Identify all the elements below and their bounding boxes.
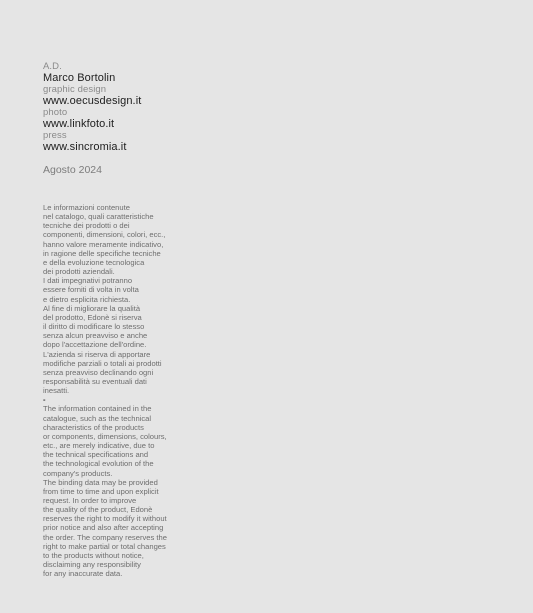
disclaimer-line: modifiche parziali o totali ai prodotti: [43, 358, 162, 368]
credit-graphic-design: [43, 85, 503, 108]
disclaimer-line: e della evoluzione tecnologica: [43, 257, 145, 267]
credit-label: photo: [43, 107, 68, 118]
disclaimer-line: in ragione delle specifiche tecniche: [43, 248, 161, 258]
disclaimer-line: il diritto di modificare lo stesso: [43, 322, 145, 332]
disclaimer-line: right to make partial or total changes: [43, 541, 166, 551]
credit-link[interactable]: www.sincromia.it: [43, 141, 127, 153]
credit-label: press: [43, 130, 67, 141]
credit-link[interactable]: www.oecusdesign.it: [43, 95, 142, 107]
disclaimer-line: tecniche dei prodotti o dei: [43, 221, 130, 231]
disclaimer-line: dopo l'accettazione dell'ordine.: [43, 340, 147, 350]
disclaimer-line: for any inaccurate data.: [43, 569, 123, 579]
credit-label: A.D.: [43, 61, 62, 72]
disclaimer-line: Le informazioni contenute: [43, 203, 130, 212]
disclaimer-line: characteristics of the products: [43, 422, 144, 432]
credit-press: [43, 131, 503, 154]
disclaimer-line: company's products.: [43, 468, 113, 478]
disclaimer-english: [43, 404, 503, 578]
disclaimer-line: responsabilità su eventuali dati: [43, 376, 147, 386]
credit-value: Marco Bortolin: [43, 72, 116, 84]
disclaimer-line: reserves the right to modify it without: [43, 514, 167, 524]
credit-art-director: [43, 62, 503, 85]
disclaimer-line: from time to time and upon explicit: [43, 486, 159, 496]
publication-date: Agosto 2024: [43, 164, 102, 176]
disclaimer-line: the technological evolution of the: [43, 459, 154, 469]
disclaimer-line: request. In order to improve: [43, 496, 137, 505]
credit-photo: [43, 108, 503, 131]
credit-label: graphic design: [43, 84, 107, 95]
disclaimer-line: I dati impegnativi potranno: [43, 276, 133, 286]
language-separator: -: [43, 395, 46, 405]
disclaimer: [43, 203, 503, 578]
disclaimer-italian: [43, 203, 503, 395]
disclaimer-line: the order. The company reserves the: [43, 532, 167, 542]
disclaimer-line: senza alcun preavviso e anche: [43, 331, 148, 341]
disclaimer-line: senza preavviso declinando ogni: [43, 367, 154, 377]
credits-block: [43, 62, 503, 154]
disclaimer-line: the technical specifications and: [43, 450, 149, 460]
disclaimer-line: L'azienda si riserva di apportare: [43, 349, 151, 359]
disclaimer-line: del prodotto, Edonè si riserva: [43, 312, 142, 322]
disclaimer-line: dei prodotti aziendali.: [43, 267, 115, 277]
disclaimer-line: the quality of the product, Edonè: [43, 505, 153, 515]
disclaimer-line: essere forniti di volta in volta: [43, 285, 139, 295]
disclaimer-line: e dietro esplicita richiesta.: [43, 294, 131, 304]
disclaimer-line: prior notice and also after accepting: [43, 523, 164, 533]
disclaimer-line: to the products without notice,: [43, 550, 144, 560]
disclaimer-line: The binding data may be provided: [43, 477, 158, 487]
disclaimer-line: inesatti.: [43, 386, 70, 396]
credit-link[interactable]: www.linkfoto.it: [43, 118, 115, 130]
colophon: [43, 62, 503, 578]
disclaimer-line: nel catalogo, quali caratteristiche: [43, 212, 154, 222]
disclaimer-line: etc., are merely indicative, due to: [43, 441, 155, 451]
disclaimer-line: or components, dimensions, colours,: [43, 431, 167, 441]
disclaimer-line: catalogue, such as the technical: [43, 413, 152, 423]
disclaimer-line: componenti, dimensioni, colori, ecc.,: [43, 230, 166, 240]
disclaimer-line: Al fine di migliorare la qualità: [43, 303, 141, 313]
disclaimer-line: hanno valore meramente indicativo,: [43, 239, 164, 249]
disclaimer-line: disclaiming any responsibility: [43, 560, 141, 570]
disclaimer-line: The information contained in the: [43, 404, 152, 414]
